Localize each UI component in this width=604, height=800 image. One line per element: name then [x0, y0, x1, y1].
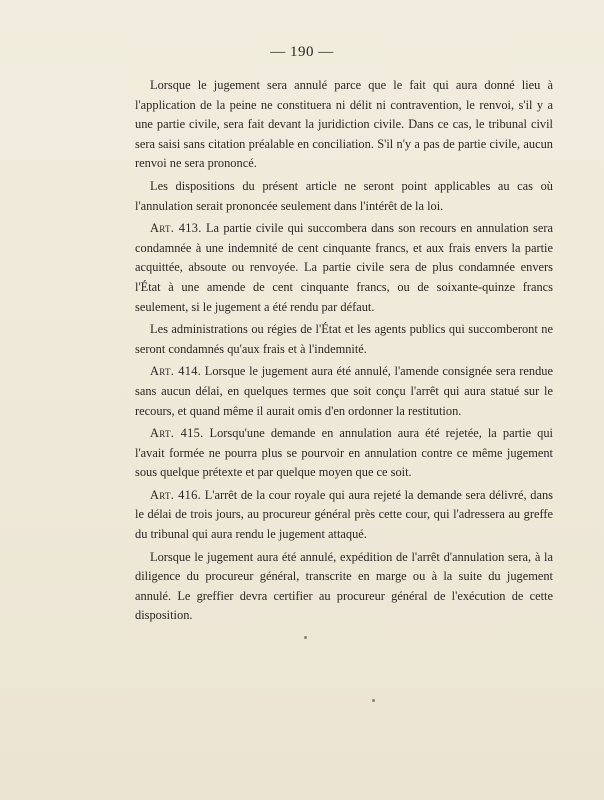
paragraph-text: Les administrations ou régies de l'État et les agents publics qui succomberont ne seront condamnés qu'aux frais et à l'indemnité.: [135, 322, 553, 356]
paragraph-text: Les dispositions du présent article ne seront point applicables au cas où l'annulation serait prononcée seulement dans l'intérêt de la loi.: [135, 178, 553, 213]
article-414: [135, 362, 553, 421]
paragraph: [135, 76, 553, 174]
article-416: [135, 486, 553, 545]
paragraph-text: La partie civile qui succombera dans son recours en annulation sera condamnée à une indemnité de cent cinquante francs, et aux frais envers la partie acquittée, absoute ou renvoyée. La partie civile sera de plus condamnée envers l'État à une amende de cent cinquante francs, ou de soixante-quinze francs seulement, si le jugement a été rendu par défaut.: [135, 221, 553, 314]
article-415: [135, 424, 553, 483]
paragraph-text: L'arrêt de la cour royale qui aura rejeté la demande sera délivré, dans le délai de trois jours, au procureur général près cette cour, qui l'adressera au greffe du tribunal qui aura rendu le jugement attaqué.: [135, 487, 553, 542]
paragraph: [135, 548, 553, 626]
page-number: — 190 —: [270, 44, 334, 60]
paragraph-text: Lorsqu'une demande en annulation aura été rejetée, la partie qui l'avait formée ne pourra plus se pourvoir en annulation contre ce même jugement sous quelque prétexte et par quelque moyen que ce soit.: [135, 426, 553, 480]
body-text: [135, 76, 553, 629]
paragraph: [135, 177, 553, 216]
paper-speck: [304, 636, 307, 639]
article-number: Art. 415.: [150, 426, 204, 441]
article-413: [135, 219, 553, 317]
paragraph-text: Lorsque le jugement aura été annulé, expédition de l'arrêt d'annulation sera, à la diligence du procureur général, transcrite en marge ou à la suite du jugement annulé. Le greffier devra certifier au procureur général de l'exécution de cette disposition.: [135, 549, 553, 623]
article-number: Art. 413.: [150, 221, 202, 236]
article-number: Art. 416.: [150, 487, 202, 502]
paragraph-text: Lorsque le jugement aura été annulé, l'amende consignée sera rendue sans aucun délai, en quelques termes que soit conçu l'arrêt qui aura statué sur le recours, et quand même il aurait omis d'en ordonner la restitution.: [135, 364, 553, 418]
article-number: Art. 414.: [150, 364, 202, 379]
paper-speck: [372, 699, 375, 702]
paragraph-text: Lorsque le jugement sera annulé parce que le fait qui aura donné lieu à l'application de la peine ne constituera ni délit ni contravention, le renvoi, s'il y a une partie civile, sera fait devant la juridiction civile. Dans ce cas, le tribunal civil sera saisi sans citation préalable en conciliation. S'il n'y a pas de partie civile, aucun renvoi ne sera prononcé.: [135, 78, 553, 171]
paragraph: [135, 320, 553, 359]
